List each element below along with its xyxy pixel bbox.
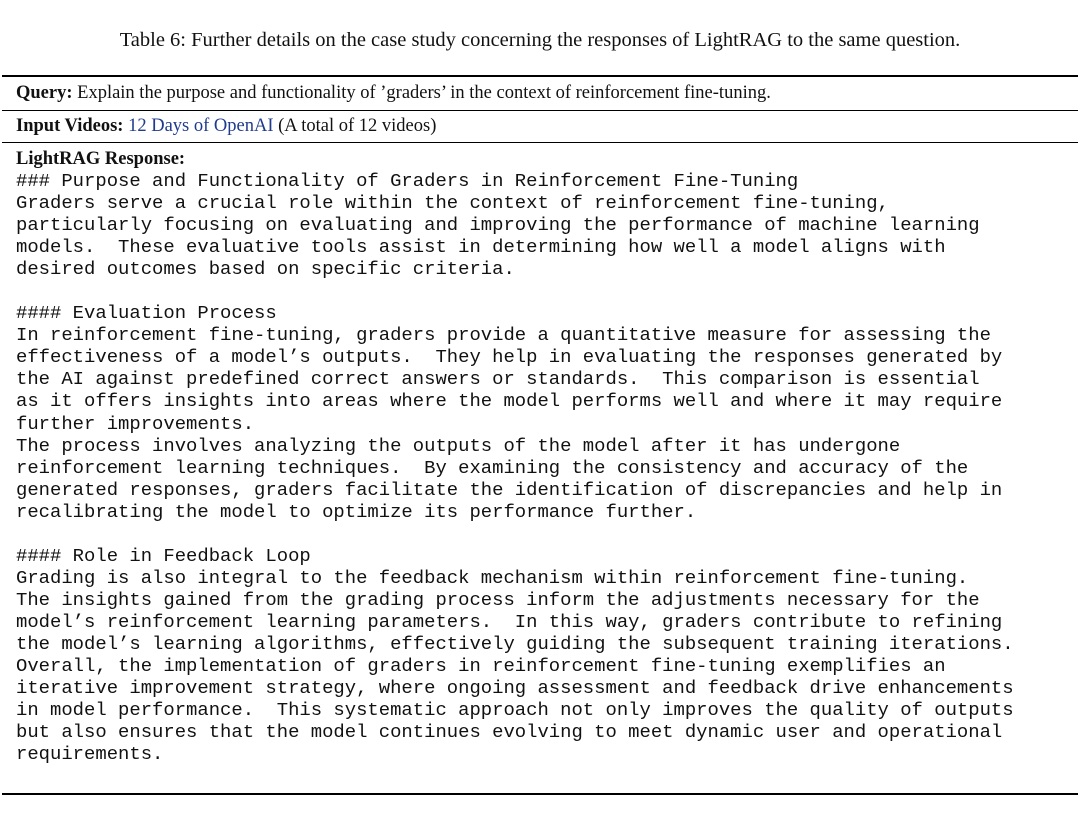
response-text: ### Purpose and Functionality of Graders in Reinforcement Fine-Tuning Graders serve a crucial role within the context of reinforcement fine-tuning, particularly focusing on evaluating and improving the performance of machine learning models. These evaluative tools assist in determining how well a model aligns with desired outcomes based on specific criteria. #### Evaluation Process In reinforcement fine-tuning, graders provide a quantitative measure for assessing the effectiveness of a model’s outputs. They help in evaluating the responses generated by the AI against predefined correct answers or standards. This comparison is essential as it offers insights into areas where the model performs well and where it may require further improvements. The process involves analyzing the outputs of the model after it has undergone reinforcement learning techniques. By examining the consistency and accuracy of the generated responses, graders facilitate the identification of discrepancies and help in recalibrating the model to optimize its performance further. #### Role in Feedback Loop Grading is also integral to the feedback mechanism within reinforcement fine-tuning. The insights gained from the grading process inform the adjustments necessary for the model’s reinforcement learning parameters. In this way, graders contribute to refining the model’s learning algorithms, effectively guiding the subsequent training iterations. Overall, the implementation of graders in reinforcement fine-tuning exemplifies an iterative improvement strategy, where ongoing assessment and feedback drive enhancements in model performance. This systematic approach not only improves the quality of outputs but also ensures that the model continues evolving to meet dynamic user and operational requirements. xyxy=(16,170,1014,766)
table-caption: Table 6: Further details on the case study concerning the responses of LightRAG to the same question. xyxy=(119,29,961,51)
input-videos-suffix: (A total of 12 videos) xyxy=(278,116,437,136)
input-videos-label: Input Videos: xyxy=(16,116,124,136)
row-divider-query xyxy=(2,110,1078,111)
input-videos-row xyxy=(16,113,436,139)
query-text: Explain the purpose and functionality of ’graders’ in the context of reinforcement fine-tuning. xyxy=(77,83,771,103)
table-top-rule xyxy=(2,75,1078,77)
table-bottom-rule xyxy=(2,793,1078,795)
query-row xyxy=(16,80,771,106)
row-divider-videos xyxy=(2,142,1078,143)
query-label: Query: xyxy=(16,83,73,103)
response-label: LightRAG Response: xyxy=(16,149,186,169)
input-videos-link[interactable]: 12 Days of OpenAI xyxy=(128,116,274,136)
